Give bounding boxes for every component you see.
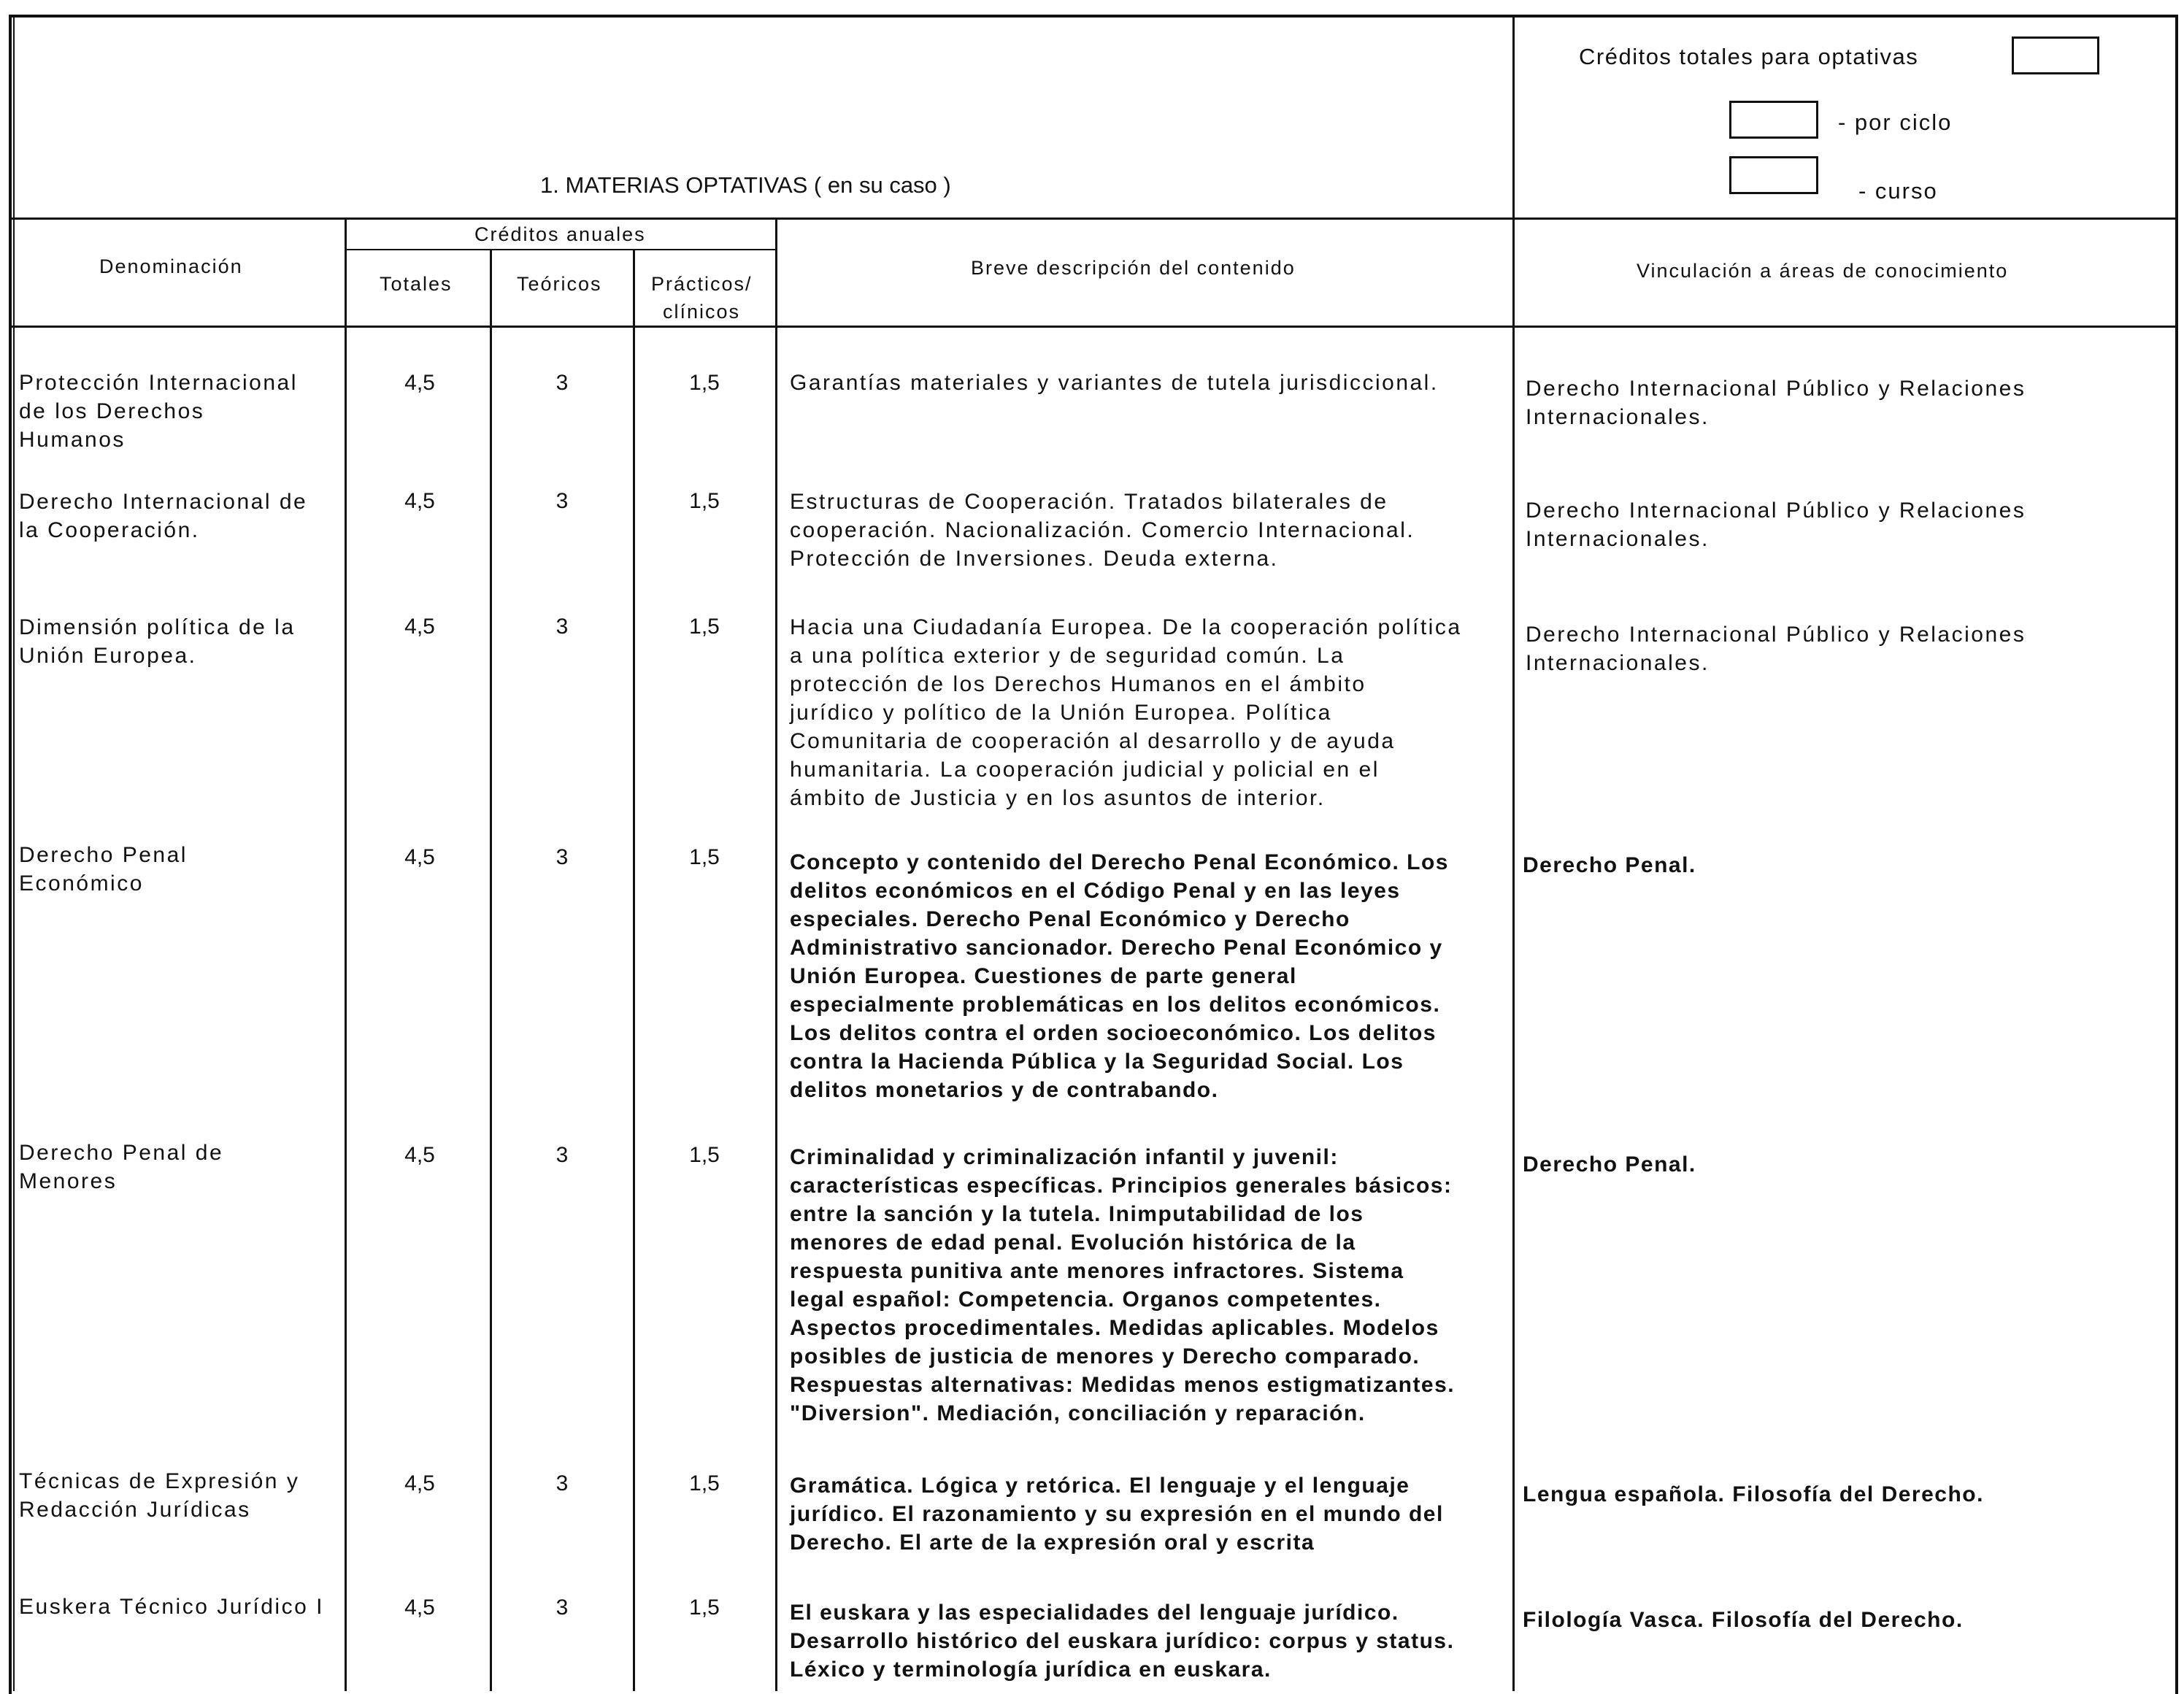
table-row-practicos: 1,5 xyxy=(689,615,720,639)
table-row-denominacion: Derecho Penal Económico xyxy=(19,843,188,896)
header-bottom-rule xyxy=(10,217,2175,220)
table-row-teoricos: 3 xyxy=(555,489,569,513)
col-line-practicos xyxy=(775,217,777,1691)
table-row-denominacion: Derecho Internacional de la Cooperación. xyxy=(19,490,308,542)
table-row-teoricos: 3 xyxy=(555,1595,569,1620)
creditos-totales-label: Créditos totales para optativas xyxy=(1579,44,1919,69)
table-row-descripcion: Garantías materiales y variantes de tutela jurisdiccional. xyxy=(790,371,1439,395)
table-row-teoricos: 3 xyxy=(555,1143,569,1167)
table-row-practicos: 1,5 xyxy=(689,1595,720,1620)
table-row-vinculacion: Derecho Penal. xyxy=(1523,1152,1696,1177)
col-header-vinculacion: Vinculación a áreas de conocimiento xyxy=(1637,260,2009,282)
table-row-vinculacion: Filología Vasca. Filosofía del Derecho. xyxy=(1523,1608,1964,1632)
column-header-bottom-rule xyxy=(10,326,2175,328)
table-row-vinculacion: Derecho Internacional Público y Relaciones Internacionales. xyxy=(1526,498,2026,551)
table-row-practicos: 1,5 xyxy=(689,371,720,395)
page-title: 1. MATERIAS OPTATIVAS ( en su caso ) xyxy=(540,172,951,198)
col-header-clinicos: clínicos xyxy=(663,301,741,323)
table-row-totales: 4,5 xyxy=(404,489,435,513)
table-row-practicos: 1,5 xyxy=(689,845,720,869)
frame-double-line xyxy=(13,15,15,1691)
table-row-denominacion: Dimensión política de la Unión Europea. xyxy=(19,615,296,668)
col-header-practicos: Prácticos/ xyxy=(651,273,753,295)
table-row-denominacion: Derecho Penal de Menores xyxy=(19,1141,224,1193)
table-row-totales: 4,5 xyxy=(404,1471,435,1495)
table-row-denominacion: Euskera Técnico Jurídico I xyxy=(19,1595,324,1619)
table-row-practicos: 1,5 xyxy=(689,1143,720,1167)
table-row-teoricos: 3 xyxy=(555,371,569,395)
header-divider xyxy=(1512,16,1515,1691)
table-row-teoricos: 3 xyxy=(555,1471,569,1495)
table-row-practicos: 1,5 xyxy=(689,489,720,513)
table-row-descripcion: Concepto y contenido del Derecho Penal Económico. Los delitos económicos en el Código Penal y en las leyes especiales. Derecho Penal Económico y Derecho Administrativo sancionador. Derecho Penal Económico y Unión Europea. Cuestiones de parte general especialmente problemáticas en los delitos económicos. Los delitos contra el orden socioeconómico. Los delitos contra la Hacienda Pública y la Seguridad Social. Los delitos monetarios y de contrabando. xyxy=(790,850,1449,1102)
curso-box xyxy=(1729,156,1818,194)
table-row-teoricos: 3 xyxy=(555,845,569,869)
credits-subheader-rule xyxy=(346,249,777,250)
table-row-descripcion: Criminalidad y criminalización infantil y juvenil: características específicas. Principios generales básicos: entre la sanción y la tutela. Inimputabilidad de los menores de edad penal. Evolución histórica de la respuesta punitiva ante menores infractores. Sistema legal español: Competencia. Organos competentes. Aspectos procedimentales. Medidas aplicables. Modelos posibles de justicia de menores y Derecho comparado. Respuestas alternativas: Medidas menos estigmatizantes. "Diversion". Mediación, conciliación y reparación. xyxy=(790,1145,1456,1425)
col-line-totales xyxy=(490,249,492,1691)
table-row-denominacion: Protección Internacional de los Derechos Humanos xyxy=(19,371,298,452)
table-row-totales: 4,5 xyxy=(404,615,435,639)
creditos-totales-box xyxy=(2012,36,2099,74)
col-header-creditos-anuales: Créditos anuales xyxy=(474,223,646,245)
table-row-vinculacion: Derecho Internacional Público y Relaciones Internacionales. xyxy=(1526,623,2026,675)
table-row-totales: 4,5 xyxy=(404,1595,435,1620)
por-ciclo-box xyxy=(1729,101,1818,139)
table-row-vinculacion: Derecho Penal. xyxy=(1523,853,1696,877)
col-line-denominacion xyxy=(345,217,347,1691)
table-row-denominacion: Técnicas de Expresión y Redacción Jurídicas xyxy=(19,1469,300,1522)
table-row-descripcion: Hacia una Ciudadanía Europea. De la cooperación política a una política exterior y de seguridad común. La protección de los Derechos Humanos en el ámbito jurídico y político de la Unión Europea. Política Comunitaria de cooperación al desarrollo y de ayuda humanitaria. La cooperación judicial y policial en el ámbito de Justicia y en los asuntos de interior. xyxy=(790,615,1462,810)
col-header-denominacion: Denominación xyxy=(99,255,243,277)
por-ciclo-label: - por ciclo xyxy=(1838,109,1953,135)
table-row-totales: 4,5 xyxy=(404,1143,435,1167)
table-row-totales: 4,5 xyxy=(404,845,435,869)
table-row-descripcion: Estructuras de Cooperación. Tratados bilaterales de cooperación. Nacionalización. Comercio Internacional. Protección de Inversiones. Deuda externa. xyxy=(790,490,1415,571)
table-row-practicos: 1,5 xyxy=(689,1471,720,1495)
table-row-vinculacion: Lengua española. Filosofía del Derecho. xyxy=(1523,1482,1984,1506)
curso-label: - curso xyxy=(1858,178,1938,204)
table-row-teoricos: 3 xyxy=(555,615,569,639)
col-header-teoricos: Teóricos xyxy=(517,273,602,295)
table-row-descripcion: Gramática. Lógica y retórica. El lenguaje y el lenguaje jurídico. El razonamiento y su expresión en el mundo del Derecho. El arte de la expresión oral y escrita xyxy=(790,1474,1444,1555)
table-row-descripcion: El euskara y las especialidades del lenguaje jurídico. Desarrollo histórico del euskara jurídico: corpus y status. Léxico y terminología jurídica en euskara. xyxy=(790,1601,1455,1682)
table-row-totales: 4,5 xyxy=(404,371,435,395)
col-header-totales: Totales xyxy=(380,273,453,295)
table-row-vinculacion: Derecho Internacional Público y Relaciones Internacionales. xyxy=(1526,377,2026,429)
col-line-teoricos xyxy=(633,249,635,1691)
col-header-descripcion: Breve descripción del contenido xyxy=(971,257,1296,279)
